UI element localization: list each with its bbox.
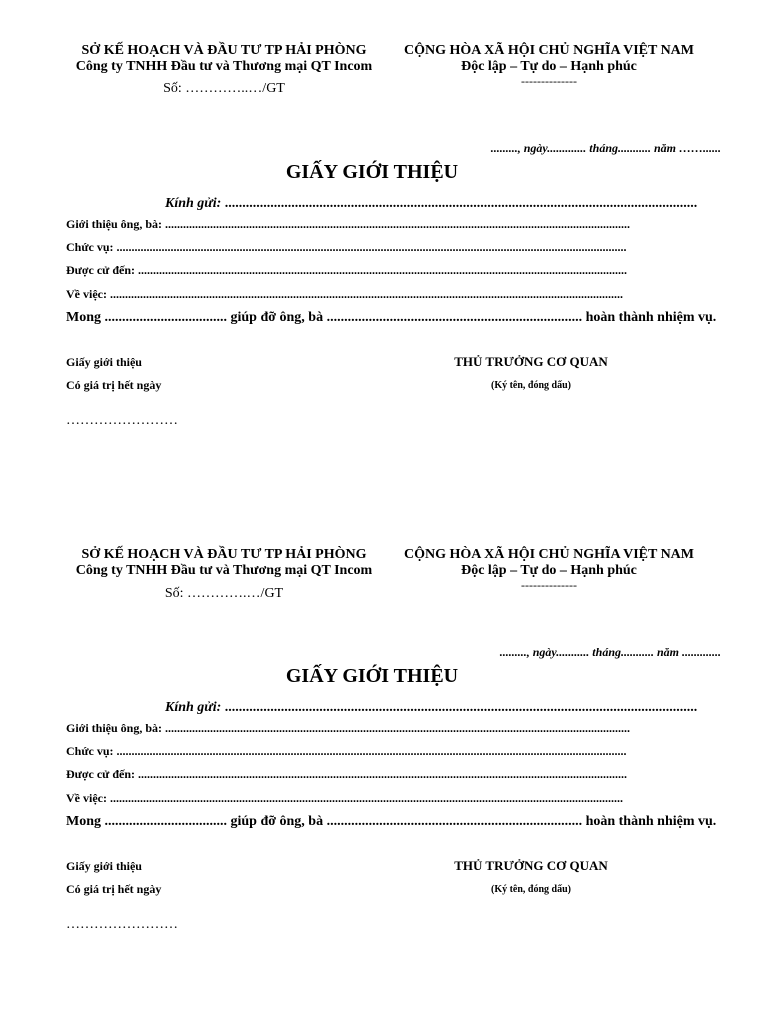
validity-expiry-blank: …………………… <box>66 917 178 932</box>
national-motto: Độc lập – Tự do – Hạnh phúc <box>461 59 637 74</box>
issuer-company: Công ty TNHH Đầu tư và Thương mại QT Incom <box>75 563 373 578</box>
validity-label: Giấy giới thiệu <box>66 859 142 873</box>
document-title: GIẤY GIỚI THIỆU <box>285 665 459 687</box>
recipient-line <box>165 700 697 716</box>
date-line: ........., ngày........... tháng........... năm ............. <box>499 645 721 659</box>
national-heading <box>386 43 712 87</box>
date-line: ........., ngày............. tháng........... năm ……...... <box>490 141 721 155</box>
issuer-department: SỞ KẾ HOẠCH VÀ ĐẦU TƯ TP HẢI PHÒNG <box>81 43 367 58</box>
issuer-block <box>66 43 382 75</box>
validity-expiry-blank: …………………… <box>66 413 178 428</box>
assigned-to-line: Được cử đến: ................................................................................................................................................................... <box>66 263 628 277</box>
recipient-label: Kính gửi: <box>165 700 222 715</box>
subject-line: Về việc: ........................................................................................................................................................................... <box>66 287 623 301</box>
position-line: Chức vụ: .......................................................................................................................................................................... <box>66 744 627 758</box>
introduced-person-line: Giới thiệu ông, bà: ........................................................................................................................................................... <box>66 721 630 735</box>
recipient-blank: ....................................................................................................................................... <box>221 700 698 715</box>
document-number: Số: …………..…/GT <box>163 81 285 96</box>
signer-note: (Ký tên, đóng dấu) <box>490 380 571 391</box>
position-line: Chức vụ: .......................................................................................................................................................................... <box>66 240 627 254</box>
national-motto: Độc lập – Tự do – Hạnh phúc <box>461 563 637 578</box>
recipient-label: Kính gửi: <box>165 196 222 211</box>
document-number: Số: ………….…/GT <box>164 586 284 601</box>
signer-title: THỦ TRƯỞNG CƠ QUAN <box>454 858 608 873</box>
introduction-letter-form-2 <box>0 504 768 1004</box>
recipient-blank: ....................................................................................................................................... <box>221 196 698 211</box>
recipient-line <box>165 196 697 212</box>
signer-title: THỦ TRƯỞNG CƠ QUAN <box>454 354 608 369</box>
issuer-company: Công ty TNHH Đầu tư và Thương mại QT Incom <box>75 59 373 74</box>
issuer-department: SỞ KẾ HOẠCH VÀ ĐẦU TƯ TP HẢI PHÒNG <box>81 547 367 562</box>
document-title: GIẤY GIỚI THIỆU <box>285 161 459 183</box>
request-line: Mong ................................... giúp đỡ ông, bà ......................................................................... hoàn thành nhiệm vụ. <box>66 814 717 829</box>
request-line: Mong ................................... giúp đỡ ông, bà ......................................................................... hoàn thành nhiệm vụ. <box>66 310 717 325</box>
validity-expiry-label: Có giá trị hết ngày <box>66 882 162 896</box>
national-name: CỘNG HÒA XÃ HỘI CHỦ NGHĨA VIỆT NAM <box>403 43 694 58</box>
signer-note: (Ký tên, đóng dấu) <box>490 884 571 895</box>
heading-divider: -------------- <box>521 74 577 88</box>
national-name: CỘNG HÒA XÃ HỘI CHỦ NGHĨA VIỆT NAM <box>403 547 694 562</box>
assigned-to-line: Được cử đến: ................................................................................................................................................................... <box>66 767 628 781</box>
heading-divider: -------------- <box>521 578 577 592</box>
subject-line: Về việc: ........................................................................................................................................................................... <box>66 791 623 805</box>
issuer-block <box>66 547 382 579</box>
validity-label: Giấy giới thiệu <box>66 355 142 369</box>
introduction-letter-form-1 <box>0 0 768 500</box>
validity-expiry-label: Có giá trị hết ngày <box>66 378 162 392</box>
national-heading <box>386 547 712 591</box>
introduced-person-line: Giới thiệu ông, bà: ........................................................................................................................................................... <box>66 217 630 231</box>
